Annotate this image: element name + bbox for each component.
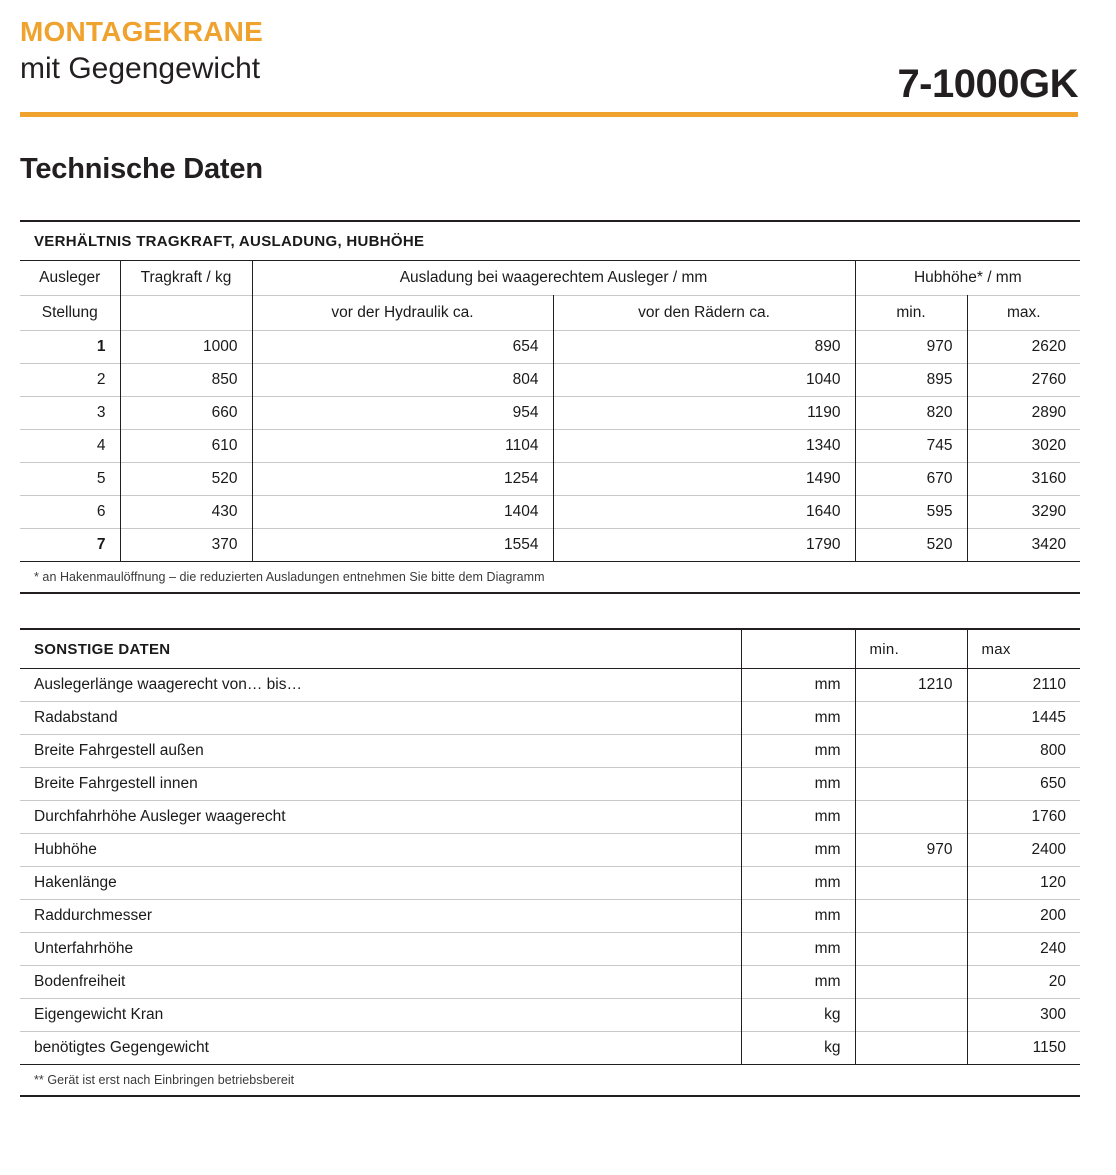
- cell-stellung: 1: [96, 338, 106, 355]
- cell-unit: kg: [741, 1032, 855, 1065]
- cell-max: 300: [967, 999, 1080, 1032]
- cell-max: 2110: [967, 669, 1080, 702]
- cell-min: [855, 933, 967, 966]
- cell-unit: mm: [741, 702, 855, 735]
- brand-subtitle: mit Gegengewicht: [20, 52, 261, 85]
- cell-min: 1210: [855, 669, 967, 702]
- cell-vor-hydraulik: 804: [252, 364, 553, 397]
- table-row: [20, 702, 1080, 735]
- capacity-table-header-row-1: [20, 261, 1080, 296]
- header-vor-raedern: vor den Rädern ca.: [553, 296, 855, 331]
- cell-unit: kg: [741, 999, 855, 1032]
- cell-tragkraft: 660: [120, 397, 252, 430]
- cell-max: 2890: [967, 397, 1080, 430]
- cell-min: 970: [855, 331, 967, 364]
- cell-min: [855, 702, 967, 735]
- cell-stellung: 5: [96, 470, 106, 487]
- cell-vor-raedern: 1490: [553, 463, 855, 496]
- header-min: min.: [855, 296, 967, 331]
- table-row: [20, 801, 1080, 834]
- cell-vor-raedern: 1790: [553, 529, 855, 562]
- cell-min: [855, 867, 967, 900]
- table-row: [20, 529, 1080, 562]
- header-hubhoehe: Hubhöhe* / mm: [855, 261, 1080, 296]
- cell-max: 20: [967, 966, 1080, 999]
- table-row: [20, 669, 1080, 702]
- cell-min: [855, 900, 967, 933]
- cell-max: 800: [967, 735, 1080, 768]
- other-data-caption-row: [20, 629, 1080, 669]
- cell-vor-hydraulik: 1104: [252, 430, 553, 463]
- cell-vor-hydraulik: 1254: [252, 463, 553, 496]
- cell-max: 240: [967, 933, 1080, 966]
- cell-min: [855, 768, 967, 801]
- cell-label: benötigtes Gegengewicht: [34, 1039, 209, 1056]
- cell-unit: mm: [741, 867, 855, 900]
- cell-min: 520: [855, 529, 967, 562]
- table-row: [20, 463, 1080, 496]
- cell-tragkraft: 850: [120, 364, 252, 397]
- cell-label: Bodenfreiheit: [34, 973, 126, 990]
- cell-min: 970: [855, 834, 967, 867]
- cell-tragkraft: 430: [120, 496, 252, 529]
- cell-max: 1150: [967, 1032, 1080, 1065]
- cell-label: Eigengewicht Kran: [34, 1006, 164, 1023]
- cell-min: [855, 1032, 967, 1065]
- cell-max: 3020: [967, 430, 1080, 463]
- header-ausladung: Ausladung bei waagerechtem Ausleger / mm: [252, 261, 855, 296]
- header-stellung: Stellung: [41, 304, 98, 321]
- header-ausleger: Ausleger: [39, 269, 101, 286]
- capacity-table-footnote-row: [20, 562, 1080, 594]
- cell-tragkraft: 610: [120, 430, 252, 463]
- capacity-table-footnote: * an Hakenmaulöffnung – die reduzierten Ausladungen entnehmen Sie bitte dem Diagramm: [34, 570, 545, 584]
- cell-unit: mm: [741, 933, 855, 966]
- header-brand-block: [20, 18, 263, 84]
- cell-max: 1445: [967, 702, 1080, 735]
- cell-vor-raedern: 1190: [553, 397, 855, 430]
- cell-stellung: 6: [96, 503, 106, 520]
- cell-vor-hydraulik: 1404: [252, 496, 553, 529]
- capacity-table-header-row-2: [20, 296, 1080, 331]
- header-max: max: [967, 629, 1080, 669]
- capacity-table: [20, 220, 1080, 594]
- capacity-table-caption-row: [20, 221, 1080, 261]
- cell-stellung: 2: [96, 371, 106, 388]
- cell-tragkraft: 520: [120, 463, 252, 496]
- cell-vor-raedern: 1340: [553, 430, 855, 463]
- table-row: [20, 834, 1080, 867]
- cell-min: 595: [855, 496, 967, 529]
- table-row: [20, 735, 1080, 768]
- cell-label: Radabstand: [34, 709, 118, 726]
- cell-max: 200: [967, 900, 1080, 933]
- cell-min: 895: [855, 364, 967, 397]
- cell-label: Raddurchmesser: [34, 907, 153, 924]
- header-accent-rule: [20, 112, 1078, 117]
- cell-max: 2760: [967, 364, 1080, 397]
- cell-unit: mm: [741, 900, 855, 933]
- table-row: [20, 331, 1080, 364]
- other-data-table: [20, 628, 1080, 1097]
- cell-max: 2400: [967, 834, 1080, 867]
- cell-min: [855, 966, 967, 999]
- header-vor-hydraulik: vor der Hydraulik ca.: [252, 296, 553, 331]
- cell-max: 650: [967, 768, 1080, 801]
- header-min: min.: [855, 629, 967, 669]
- header-tragkraft: Tragkraft / kg: [120, 261, 252, 296]
- table-row: [20, 966, 1080, 999]
- table-row: [20, 496, 1080, 529]
- cell-unit: mm: [741, 768, 855, 801]
- cell-vor-raedern: 1640: [553, 496, 855, 529]
- cell-stellung: 4: [96, 437, 106, 454]
- cell-max: 1760: [967, 801, 1080, 834]
- model-number: 7-1000GK: [897, 62, 1078, 106]
- header-max: max.: [967, 296, 1080, 331]
- cell-max: 3420: [967, 529, 1080, 562]
- brand-title: MONTAGEKRANE: [20, 16, 263, 47]
- header-unit: [741, 629, 855, 669]
- cell-label: Hubhöhe: [34, 841, 97, 858]
- table-row: [20, 933, 1080, 966]
- cell-tragkraft: 370: [120, 529, 252, 562]
- cell-max: 120: [967, 867, 1080, 900]
- table-row: [20, 768, 1080, 801]
- page-header: [20, 0, 1096, 112]
- table-row: [20, 900, 1080, 933]
- other-data-footnote: ** Gerät ist erst nach Einbringen betriebsbereit: [34, 1073, 295, 1087]
- cell-max: 3160: [967, 463, 1080, 496]
- cell-stellung: 7: [96, 536, 106, 553]
- cell-unit: mm: [741, 966, 855, 999]
- cell-min: 745: [855, 430, 967, 463]
- table-block-other-data: [20, 628, 1096, 1097]
- cell-max: 3290: [967, 496, 1080, 529]
- cell-min: 820: [855, 397, 967, 430]
- cell-unit: mm: [741, 735, 855, 768]
- cell-min: [855, 735, 967, 768]
- table-row: [20, 430, 1080, 463]
- cell-tragkraft: 1000: [120, 331, 252, 364]
- cell-min: [855, 999, 967, 1032]
- cell-label: Breite Fahrgestell innen: [34, 775, 198, 792]
- other-data-caption: SONSTIGE DATEN: [34, 640, 171, 658]
- cell-label: Hakenlänge: [34, 874, 117, 891]
- cell-label: Auslegerlänge waagerecht von… bis…: [34, 676, 302, 693]
- cell-vor-hydraulik: 954: [252, 397, 553, 430]
- cell-min: [855, 801, 967, 834]
- cell-vor-raedern: 890: [553, 331, 855, 364]
- cell-vor-raedern: 1040: [553, 364, 855, 397]
- table-row: [20, 999, 1080, 1032]
- cell-unit: mm: [741, 801, 855, 834]
- table-row: [20, 364, 1080, 397]
- cell-max: 2620: [967, 331, 1080, 364]
- cell-stellung: 3: [96, 404, 106, 421]
- table-row: [20, 1032, 1080, 1065]
- other-data-footnote-row: [20, 1065, 1080, 1097]
- header-tragkraft-sub: [120, 296, 252, 331]
- cell-label: Breite Fahrgestell außen: [34, 742, 204, 759]
- cell-unit: mm: [741, 834, 855, 867]
- cell-vor-hydraulik: 654: [252, 331, 553, 364]
- capacity-table-caption: VERHÄLTNIS TRAGKRAFT, AUSLADUNG, HUBHÖHE: [34, 232, 425, 250]
- cell-vor-hydraulik: 1554: [252, 529, 553, 562]
- cell-unit: mm: [741, 669, 855, 702]
- cell-min: 670: [855, 463, 967, 496]
- page-title: Technische Daten: [20, 153, 263, 185]
- table-row: [20, 867, 1080, 900]
- table-row: [20, 397, 1080, 430]
- cell-label: Durchfahrhöhe Ausleger waagerecht: [34, 808, 286, 825]
- table-block-capacity: [20, 220, 1096, 594]
- cell-label: Unterfahrhöhe: [34, 940, 134, 957]
